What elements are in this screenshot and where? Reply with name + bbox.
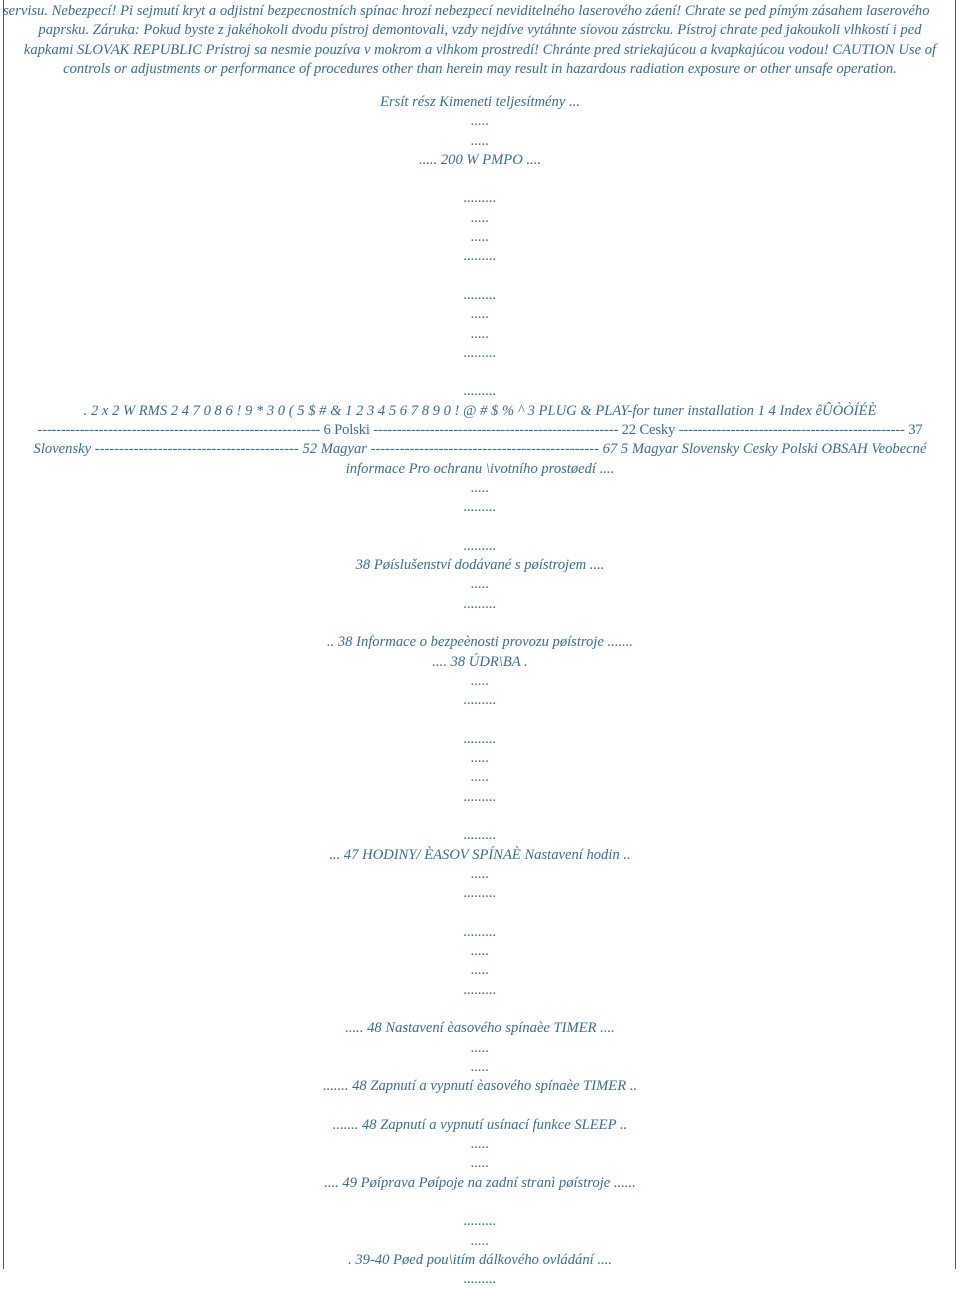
dot-leader: ......... (463, 885, 497, 902)
toc-maintenance: .... 38 ÚDR\BA . (432, 653, 528, 670)
dot-leader: ..... (470, 1136, 490, 1153)
dot-leader: ......... (463, 190, 497, 207)
dot-leader: ......... (463, 286, 497, 303)
index-line-3-text: Slovensky ------------------------------------------ 52 Magyar ----------------------------------------------- 67 5 Magyar Slovensky Cesky Polski OBSAH Veobecné (33, 441, 927, 458)
toc-timer-setup: ..... 48 Nastavení èasového spínaèe TIMER .... (345, 1020, 615, 1037)
dot-leader: ......... (463, 827, 497, 844)
index-line-1: . 2 x 2 W RMS 2 4 7 0 8 6 ! 9 * 3 0 ( 5 $ # & 1 2 3 4 5 6 7 8 9 0 ! @ # $ % ^ 3 PLUG & PLAY-for tuner installation 1 4 Index êÛÒÒÍÉÈ (83, 402, 877, 419)
dot-leader: ......... (463, 1271, 497, 1288)
index-line-4: informace Pro ochranu \ivotního prostøedí .... (345, 460, 615, 477)
right-border-line (955, 0, 956, 1269)
dot-leader: ..... (470, 1039, 490, 1056)
dot-leader: ..... (470, 943, 490, 960)
spacer (6, 614, 954, 633)
dot-leader: ..... (470, 769, 490, 786)
left-border-line (3, 0, 4, 1269)
dot-leader: ......... (463, 981, 497, 998)
dot-leader: ......... (463, 595, 497, 612)
spacer (6, 267, 954, 286)
power-line: ..... 200 W PMPO .... (418, 151, 541, 168)
dot-leader: ..... (470, 325, 490, 342)
intro-line-4: controls or adjustments or performance of procedures other than herein may result in hazardous radiation exposure or other unsafe operation. (63, 60, 897, 77)
dot-leader: ..... (470, 306, 490, 323)
dot-leader: ......... (463, 692, 497, 709)
dot-leader: ......... (463, 383, 497, 400)
spacer (6, 711, 954, 730)
toc-sleep: ....... 48 Zapnutí a vypnutí usínací funkce SLEEP .. (332, 1116, 628, 1133)
spacer (6, 807, 954, 826)
dot-leader: ..... (470, 1232, 490, 1249)
table-of-contents (6, 93, 954, 1289)
dot-leader: ..... (470, 865, 490, 882)
toc-remote-control: . 39-40 Pøed pou\itím dálkového ovládání .... (348, 1251, 612, 1268)
dot-leader: ..... (470, 479, 490, 496)
spacer (6, 1096, 954, 1115)
dot-leader: ......... (463, 1213, 497, 1230)
toc-safety-info: .. 38 Informace o bezpeènosti provozu pøístroje ....... (326, 634, 634, 651)
spacer (6, 1193, 954, 1212)
dot-leader: ......... (463, 248, 497, 265)
dot-leader: ..... (470, 229, 490, 246)
dot-leader: ..... (470, 132, 490, 149)
dot-leader: ..... (470, 962, 490, 979)
dot-leader: ..... (470, 750, 490, 767)
spacer (6, 518, 954, 537)
intro-line-1: servisu. Nebezpecí! Pi sejmutí kryt a odjistní bezpecnostních spínac hrozí nebezpecí neviditelného laserového záení! Chrate se ped pímým zásahem laserového (3, 3, 930, 19)
output-heading: Ersít rész Kimeneti teljesítmény ... (380, 94, 580, 110)
dot-leader: ..... (470, 1058, 490, 1075)
index-line-3 (6, 440, 954, 459)
dot-leader: ......... (463, 499, 497, 516)
dot-leader: ......... (463, 537, 497, 554)
intro-paragraph (3, 2, 954, 79)
dot-leader: ......... (463, 788, 497, 805)
toc-accessories: 38 Pøíslušenství dodávané s pøístrojem .... (355, 557, 605, 574)
dot-leader: ..... (470, 113, 490, 130)
spacer (6, 1000, 954, 1019)
intro-line-3: kapkami SLOVAK REPUBLIC Prístroj sa nesmie pouzíva v mokrom a vlhkom prostredí! Chránte pred striekajúcou a kvapkajúcou vodou! CAUTION Use of (23, 41, 937, 58)
spacer (6, 170, 954, 189)
toc-timer-on-off: ....... 48 Zapnutí a vypnutí èasového spínaèe TIMER .. (322, 1078, 638, 1095)
dot-leader: ..... (470, 576, 490, 593)
dot-leader: ..... (470, 1155, 490, 1172)
toc-clock: ... 47 HODINY/ ÈASOV SPÍNAÈ Nastavení hodin .. (329, 846, 631, 863)
index-line-2: ------------------------------------------------------------ 6 Polski ---------------------------------------------------- 22 Cesky ------------------------------------------------ 37 (37, 422, 923, 439)
dot-leader: ......... (463, 730, 497, 747)
intro-line-2: paprsku. Záruka: Pokud byste z jakéhokoli dvodu pístroj demontovali, vzdy nejdíve vytáhnte síovou zástrcku. Pístroj chrate ped jakoukoli vlhkostí i ped (38, 22, 922, 39)
dot-leader: ......... (463, 923, 497, 940)
dot-leader: ......... (463, 344, 497, 361)
dot-leader: ..... (470, 672, 490, 689)
spacer (6, 363, 954, 382)
toc-rear-connections: .... 49 Pøíprava Pøípoje na zadní stranì pøístroje ...... (324, 1174, 636, 1191)
dot-leader: ..... (470, 209, 490, 226)
spacer (6, 903, 954, 922)
